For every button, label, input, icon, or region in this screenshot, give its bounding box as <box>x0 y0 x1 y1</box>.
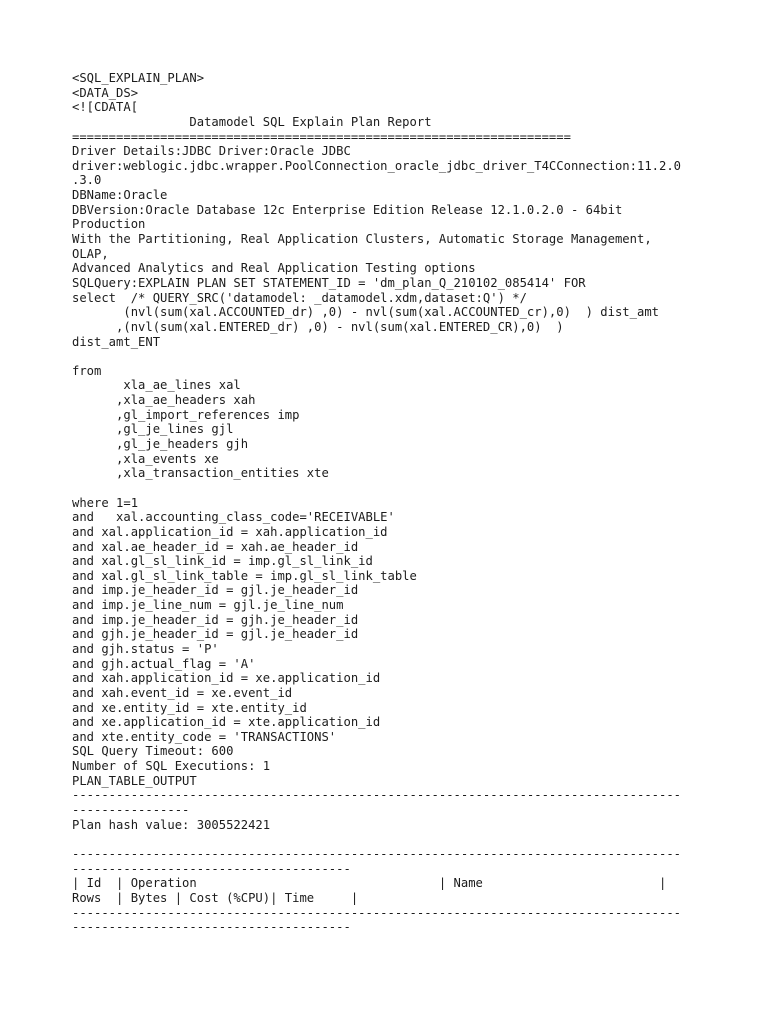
report-line: ,xla_ae_headers xah <box>72 393 256 408</box>
report-line: and xal.gl_sl_link_table = imp.gl_sl_link_table <box>72 568 417 583</box>
report-line: ----------------------------------------------------------------------------------- <box>72 905 682 920</box>
report-line: Advanced Analytics and Real Application Testing options <box>72 261 476 276</box>
report-line: With the Partitioning, Real Application Clusters, Automatic Storage Management, <box>72 232 652 247</box>
report-line: ----------------------------------------------------------------------------------- <box>72 846 682 861</box>
report-line: select /* QUERY_SRC('datamodel: _datamodel.xdm,dataset:Q') */ <box>72 290 527 305</box>
explain-plan-report <box>72 71 732 935</box>
report-line: SQL Query Timeout: 600 <box>72 744 234 759</box>
report-line: Rows | Bytes | Cost (%CPU)| Time | <box>72 890 359 905</box>
report-line <box>72 349 732 364</box>
report-line: and xte.entity_code = 'TRANSACTIONS' <box>72 729 337 744</box>
report-line: xla_ae_lines xal <box>72 378 241 393</box>
report-line: where 1=1 <box>72 495 139 510</box>
report-line: (nvl(sum(xal.ACCOUNTED_dr) ,0) - nvl(sum(xal.ACCOUNTED_cr),0) ) dist_amt <box>72 305 659 320</box>
report-line: PLAN_TABLE_OUTPUT <box>72 773 197 788</box>
report-line: ---------------- <box>72 803 190 818</box>
report-line: and xal.application_id = xah.application_id <box>72 524 388 539</box>
report-line: and xah.application_id = xe.application_id <box>72 671 381 686</box>
report-line: ,gl_je_headers gjh <box>72 437 249 452</box>
report-line: ,xla_transaction_entities xte <box>72 466 329 481</box>
report-line: and gjh.actual_flag = 'A' <box>72 656 256 671</box>
report-line: ==================================================================== <box>72 129 571 144</box>
report-line: Driver Details:JDBC Driver:Oracle JDBC <box>72 144 351 159</box>
report-line: and xal.accounting_class_code='RECEIVABLE' <box>72 510 395 525</box>
report-line: <![CDATA[ <box>72 100 139 115</box>
report-line: SQLQuery:EXPLAIN PLAN SET STATEMENT_ID = 'dm_plan_Q_210102_085414' FOR <box>72 275 586 290</box>
report-line: ----------------------------------------------------------------------------------- <box>72 788 682 803</box>
report-line: driver:weblogic.jdbc.wrapper.PoolConnection_oracle_jdbc_driver_T4CConnection:11.2.0 <box>72 158 682 173</box>
report-line: DBVersion:Oracle Database 12c Enterprise Edition Release 12.1.0.2.0 - 64bit <box>72 202 623 217</box>
report-line: ,(nvl(sum(xal.ENTERED_dr) ,0) - nvl(sum(xal.ENTERED_CR),0) ) <box>72 319 564 334</box>
report-line: ,xla_events xe <box>72 451 219 466</box>
report-line: Production <box>72 217 146 232</box>
report-line: Datamodel SQL Explain Plan Report <box>72 114 432 129</box>
report-line: and xal.ae_header_id = xah.ae_header_id <box>72 539 359 554</box>
report-line: dist_amt_ENT <box>72 334 161 349</box>
report-line: -------------------------------------- <box>72 920 351 935</box>
report-line: and imp.je_header_id = gjh.je_header_id <box>72 612 359 627</box>
report-line: and imp.je_header_id = gjl.je_header_id <box>72 583 359 598</box>
report-line: ,gl_je_lines gjl <box>72 422 234 437</box>
report-line <box>72 832 732 847</box>
report-line: and xe.entity_id = xte.entity_id <box>72 700 307 715</box>
report-line: and gjh.status = 'P' <box>72 641 219 656</box>
report-line: and xah.event_id = xe.event_id <box>72 685 293 700</box>
report-line: and xal.gl_sl_link_id = imp.gl_sl_link_id <box>72 554 373 569</box>
report-line: <DATA_DS> <box>72 85 139 100</box>
report-line: Number of SQL Executions: 1 <box>72 759 271 774</box>
report-line: Plan hash value: 3005522421 <box>72 817 271 832</box>
report-line: from <box>72 363 102 378</box>
report-line: and xe.application_id = xte.application_id <box>72 715 381 730</box>
report-line: .3.0 <box>72 173 102 188</box>
report-line: ,gl_import_references imp <box>72 407 300 422</box>
report-line <box>72 481 732 496</box>
report-line: OLAP, <box>72 246 109 261</box>
report-line: and imp.je_line_num = gjl.je_line_num <box>72 598 344 613</box>
report-line: | Id | Operation | Name | <box>72 876 667 891</box>
report-line: and gjh.je_header_id = gjl.je_header_id <box>72 627 359 642</box>
report-line: DBName:Oracle <box>72 188 168 203</box>
report-line: <SQL_EXPLAIN_PLAN> <box>72 71 205 85</box>
report-line: -------------------------------------- <box>72 861 351 876</box>
